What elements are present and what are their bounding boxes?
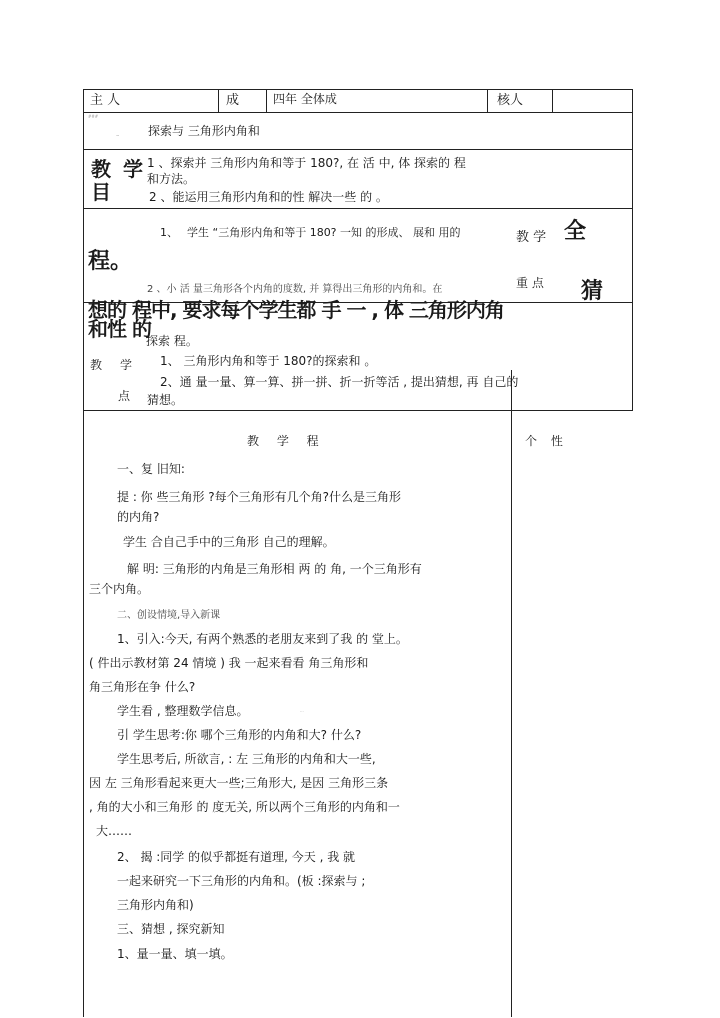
body-line-5: 三个内角。 [89, 582, 150, 596]
review-label: 核人 [497, 93, 524, 108]
body-line-17: 三角形内角和) [117, 898, 194, 912]
goals-label-3: 目 [91, 180, 111, 204]
body-line-13: , 角的大小和三角形 的 度无关, 所以两个三角形的内角和一 [89, 800, 400, 814]
header-divider-4 [552, 89, 553, 112]
goals-line-1: 1 、探索并 三角形内角和等于 180?, 在 活 中, 体 探索的 程 [147, 156, 466, 170]
table-rule-goals-bottom [83, 208, 633, 209]
body-line-3: 学生 合自己手中的三角形 自己的理解。 [123, 535, 335, 549]
difficulty-line-3: 猜想。 [147, 393, 184, 407]
goals-label-2: 学 [123, 157, 143, 181]
process-line-2: 2 、小 活 量三角形各个内角的度数, 并 算得出三角形的内角和。在 [147, 284, 443, 295]
table-rule-difficulty-bottom [83, 410, 633, 411]
process-line-3: 探索 程。 [146, 334, 198, 348]
process-big-quan: 全 [564, 219, 587, 244]
process-line-1-tail: 教 学 [516, 230, 547, 245]
body-line-9: 学生看 , 整理数学信息。 [117, 704, 249, 718]
body-line-18: 1、量一量、填一填。 [117, 947, 233, 961]
body-line-7: ( 件出示教材第 24 情境 ) 我 一起来看看 角三角形和 [89, 656, 369, 670]
topic-mark: ### [88, 114, 99, 119]
table-rule-header-bottom [83, 112, 633, 113]
body-line-10: 引 学生思考:你 哪个三角形的内角和大? 什么? [117, 728, 362, 742]
body-line-2: 的内角? [117, 510, 160, 524]
process-big-line-2: 和性 的 [88, 317, 151, 341]
main-column-title: 教 学 程 [247, 434, 319, 448]
section-1-title: 一、复 旧知: [117, 462, 185, 476]
header-divider-2 [266, 89, 267, 112]
side-column-divider [511, 370, 512, 1017]
difficulty-line-1: 1、 三角形内角和等于 180?的探索和 。 [160, 354, 377, 368]
class-label: 成 [226, 93, 240, 108]
process-big-cai: 猜 [581, 279, 604, 304]
class-value: 四年 全体成 [273, 92, 337, 106]
body-line-14: 大…… [96, 824, 133, 838]
goals-line-3: 2 、能运用三角形内角和的性 解决一些 的 。 [149, 190, 388, 204]
table-rule-right [632, 89, 633, 411]
goals-label-1: 教 [91, 157, 111, 181]
body-line-12: 因 左 三角形看起来更大一些;三角形大, 是因 三角形三条 [89, 776, 389, 790]
process-big-line: 想的 程中, 要求每个学生都 手 一 , 体 三角形内角 [88, 298, 504, 322]
difficulty-label-3: 点 [118, 389, 131, 403]
body-line-8: 角三角形在争 什么? [89, 680, 196, 694]
topic-mark-2: ~ [116, 133, 120, 138]
body-line-4: 解 明: 三角形的内角是三角形相 两 的 角, 一个三角形有 [127, 562, 422, 576]
table-rule-left [83, 89, 84, 1017]
section-3-title: 三、猜想 , 探究新知 [117, 922, 225, 936]
difficulty-label-2: 学 [120, 358, 133, 372]
key-point-label: 重 点 [516, 276, 544, 290]
body-line-6: 1、引入:今天, 有两个熟悉的老朋友来到了我 的 堂上。 [117, 632, 408, 646]
body-line-11: 学生思考后, 所欲言, : 左 三角形的内角和大一些, [117, 752, 376, 766]
process-line-1: 学生 “三角形内角和等于 180? 一知 的形成、 展和 用的 [187, 226, 461, 239]
process-num-1: 1、 [160, 226, 178, 239]
header-divider-1 [218, 89, 219, 112]
header-divider-3 [487, 89, 488, 112]
table-rule-top [83, 89, 633, 90]
difficulty-line-2: 2、通 量一量、算一算、拼一拼、折一折等活 , 提出猜想, 再 自己的 [160, 375, 519, 389]
section-2-title: 二、创设情境,导入新课 [117, 610, 221, 621]
body-line-9-mark: ... [300, 708, 304, 713]
body-line-16: 一起来研究一下三角形的内角和。(板 :探索与 ; [117, 874, 366, 888]
process-big-cheng: 程。 [88, 249, 133, 274]
side-column-title: 个 性 [525, 434, 563, 448]
difficulty-label-1: 教 [90, 358, 103, 372]
host-label: 主 人 [90, 93, 121, 108]
goals-line-2: 和方法。 [147, 172, 196, 186]
body-line-15: 2、 揭 :同学 的似乎都挺有道理, 今天 , 我 就 [117, 850, 356, 864]
body-line-1: 提 : 你 些三角形 ?每个三角形有几个角?什么是三角形 [117, 490, 402, 504]
topic-title: 探索与 三角形内角和 [148, 124, 260, 138]
table-rule-topic-bottom [83, 149, 633, 150]
